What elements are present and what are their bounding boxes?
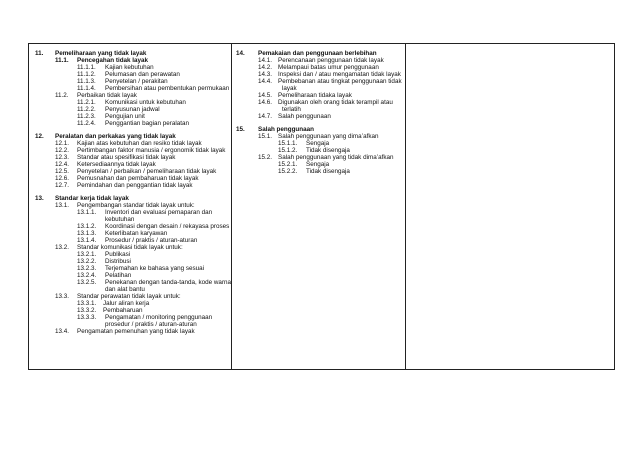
item-number: 11.1. [55,57,69,64]
item-text: layak [282,85,297,92]
item-text: Terjemahan ke bahasa yang sesuai [105,265,205,272]
item-text: Pemusnahan dan pembaharuan tidak layak [77,175,199,182]
item-number: 14.5. [258,92,273,99]
item-number: 13.3.1. [77,300,97,307]
item-number: 13.1.4. [77,237,97,244]
item-number: 13.3.3. [77,314,97,321]
item-text: Pembebanan atau tingkat penggunaan tidak [278,78,402,85]
item-number: 12.1. [55,140,70,147]
item-number: 14.1. [258,57,273,64]
item-text: Jalur aliran kerja [103,300,150,307]
item-number: 13.2.5. [77,279,97,286]
item-text: Pertimbangan faktor manusia / ergonomik tidak layak [77,147,226,154]
item-number: 13.2.1. [77,251,97,258]
item-number: 11.1.2. [77,71,96,78]
item-text: Pencegahan tidak layak [77,57,149,64]
item-text: Penyusunan jadwal [105,106,160,113]
item-text: Salah penggunaan yang tidak dima’afkan [278,154,394,161]
item-text: Melampaui batas umur penggunaan [278,64,379,71]
item-number: 13.1.2. [77,223,97,230]
item-number: 11.1.1. [77,64,96,71]
item-number: 13.2.4. [77,272,97,279]
item-number: 11.2.2. [77,106,96,113]
item-text: Standar atau spesifikasi tidak layak [77,154,176,161]
item-text: Pemakaian dan penggunaan berlebihan [258,50,377,57]
item-text: Pengujian unit [105,113,145,120]
item-text: Tidak disengaja [306,147,350,154]
item-number: 15.1. [258,133,273,140]
item-text: Penyetelan / perakitan [105,78,168,85]
item-number: 12.3. [55,154,70,161]
item-text: Salah penggunaan [278,113,331,120]
item-number: 15.1.1. [278,140,298,147]
item-number: 11.2.1. [77,99,96,106]
left-column [29,44,232,369]
item-text: Perencanaan penggunaan tidak layak [278,57,384,64]
item-text: Standar komunikasi tidak layak untuk: [77,244,183,251]
item-text: Penekanan dengan tanda-tanda, kode warna [105,279,232,286]
item-text: Komunikasi untuk kebutuhan [105,99,186,106]
item-number: 14.7. [258,113,273,120]
item-text: Peralatan dan perkakas yang tidak layak [55,133,176,140]
item-text: Standar kerja tidak layak [55,195,129,202]
item-number: 14.2. [258,64,273,71]
middle-column [232,44,406,369]
item-number: 12. [35,133,44,140]
item-number: 15.2.1. [278,161,298,168]
item-text: Inventori dan evaluasi pemaparan dan [105,209,213,216]
item-text: Inspeksi dan / atau mengamatan tidak layak [278,71,401,78]
item-text: Pembaharuan [103,307,143,314]
item-number: 13.3. [55,293,70,300]
item-number: 15.2. [258,154,273,161]
page-table [28,43,615,370]
right-column [406,44,614,369]
item-text: Digunakan oleh orang tidak terampil atau [278,99,393,106]
item-number: 13.3.2. [77,307,97,314]
item-number: 11.1.4. [77,85,96,92]
item-number: 14. [236,50,245,57]
item-number: 12.7. [55,182,70,189]
item-text: Pemeliharaan tidaka layak [278,92,352,99]
item-number: 13.2.3. [77,265,97,272]
item-number: 15. [236,126,245,133]
item-number: 13.1. [55,202,70,209]
item-number: 14.4. [258,78,273,85]
item-text: Distribusi [105,258,131,265]
item-number: 15.2.2. [278,168,298,175]
item-number: 12.6. [55,175,70,182]
item-number: 11.2.4. [77,120,96,127]
item-text: Pembersihan atau pembentukan permukaan [105,85,230,92]
item-text: Pengembangan standar tidak layak untuk: [77,202,195,209]
item-text: Koordinasi dengan desain / rekayasa proses [105,223,230,230]
item-text: Penyetelan / perbaikan / pemeliharaan tidak layak [77,168,217,175]
item-text: Pengamatan pemenuhan yang tidak layak [77,328,195,335]
item-text: Salah penggunaan yang dima’afkan [278,133,379,140]
item-text: Pelatihan [105,272,132,279]
item-text: dan alat bantu [105,286,145,293]
item-text: Kajian kebutuhan [105,64,154,71]
item-number: 11.1.3. [77,78,96,85]
item-number: 13.1.1. [77,209,97,216]
item-number: 11.2.3. [77,113,96,120]
item-text: Sengaja [306,140,330,147]
item-text: Pelumasan dan perawatan [105,71,180,78]
item-text: Publikasi [105,251,131,258]
item-text: Sengaja [306,161,330,168]
item-text: Salah penggunaan [258,126,314,133]
item-text: Kajian atas kebutuhan dan resiko tidak layak [77,140,202,147]
item-number: 11. [35,50,44,57]
item-number: 11.2. [55,92,69,99]
item-text: Pemindahan dan penggantian tidak layak [77,182,193,189]
item-text: terlatih [282,106,301,113]
item-number: 13.4. [55,328,70,335]
item-number: 13. [35,195,44,202]
item-text: Ketersediaannya tidak layak [77,161,156,168]
item-text: kebutuhan [105,216,135,223]
item-text: Penggantian bagian peralatan [105,120,190,127]
item-number: 14.6. [258,99,273,106]
item-number: 14.3. [258,71,273,78]
item-text: Tidak disengaja [306,168,350,175]
item-text: Keterlibatan karyawan [105,230,168,237]
item-text: Perbaikan tidak layak [77,92,137,99]
item-text: Pemeliharaan yang tidak layak [55,50,147,57]
item-number: 12.5. [55,168,70,175]
item-number: 13.2. [55,244,70,251]
item-number: 13.2.2. [77,258,97,265]
item-text: prosedur / praktis / aturan-aturan [105,321,197,328]
item-number: 12.4. [55,161,70,168]
item-number: 12.2. [55,147,70,154]
item-text: Standar perawatan tidak layak untuk: [77,293,181,300]
item-text: Prosedur / praktis / aturan-aturan [105,237,198,244]
item-number: 13.1.3. [77,230,97,237]
item-text: Pengamatan / monitoring penggunaan [105,314,213,321]
item-number: 15.1.2. [278,147,298,154]
